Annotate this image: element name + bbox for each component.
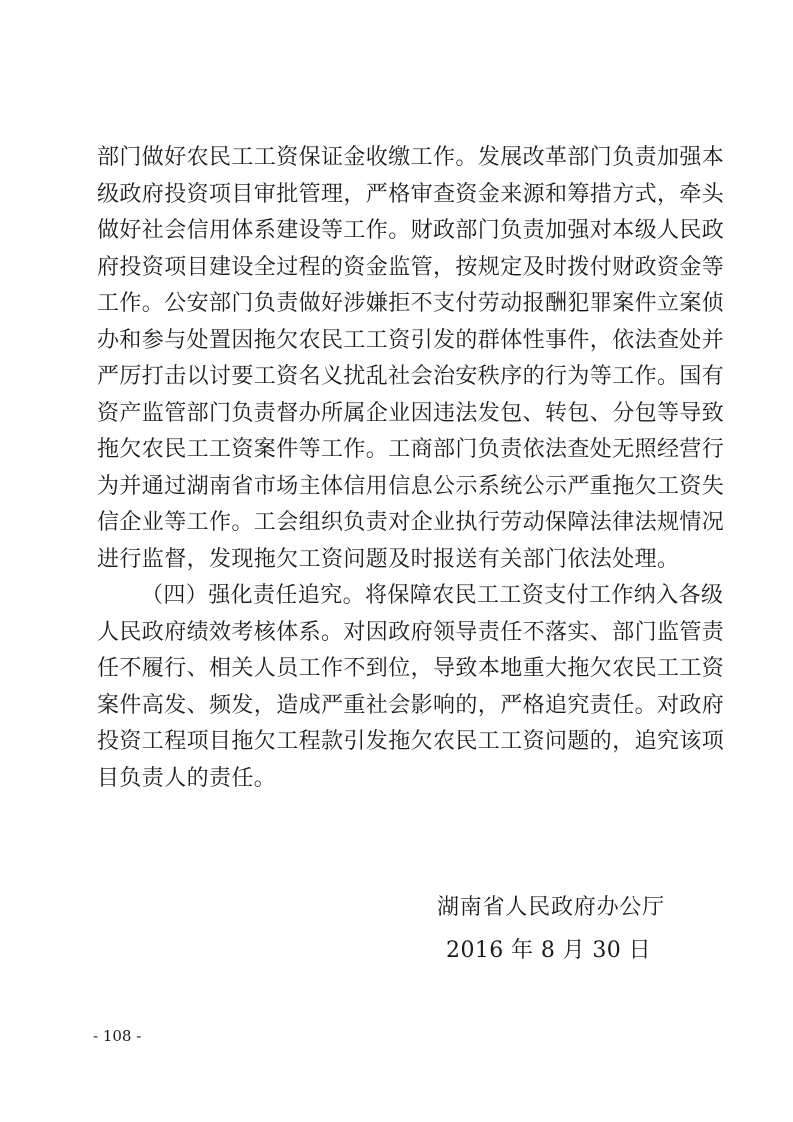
text-line: 部门做好农民工工资保证金收缴工作。发展改革部门负责加强本 (97, 145, 725, 170)
signature-date: 2016 年 8 月 30 日 (446, 938, 651, 963)
paragraph-accountability (97, 578, 725, 797)
text-line: 办和参与处置因拖欠农民工工资引发的群体性事件，依法查处并 (97, 327, 725, 353)
text-line: 做好社会信用体系建设等工作。财政部门负责加强对本级人民政 (97, 218, 725, 243)
text-line: 信企业等工作。工会组织负责对企业执行劳动保障法律法规情况 (97, 510, 725, 535)
text-line: 工作。公安部门负责做好涉嫌拒不支付劳动报酬犯罪案件立案侦 (97, 291, 725, 316)
text-line: 为并通过湖南省市场主体信用信息公示系统公示严重拖欠工资失 (97, 473, 725, 499)
text-line: 严厉打击以讨要工资名义扰乱社会治安秩序的行为等工作。国有 (97, 364, 725, 389)
text-line: 资产监管部门负责督办所属企业因违法发包、转包、分包等导致 (97, 400, 725, 426)
text-line: 府投资项目建设全过程的资金监管，按规定及时拨付财政资金等 (97, 254, 725, 280)
text-line: 投资工程项目拖欠工程款引发拖欠农民工工资问题的，追究该项 (97, 729, 725, 754)
text-line: （四）强化责任追究。将保障农民工工资支付工作纳入各级 (141, 583, 724, 608)
text-line: 案件高发、频发，造成严重社会影响的，严格追究责任。对政府 (97, 692, 725, 718)
text-line: 目负责人的责任。 (97, 765, 277, 791)
text-line: 任不履行、相关人员工作不到位，导致本地重大拖欠农民工工资 (97, 656, 725, 681)
paragraph-responsibilities (97, 140, 725, 578)
signature-organization: 湖南省人民政府办公厅 (436, 895, 665, 920)
document-body (97, 140, 725, 797)
text-line: 进行监督，发现拖欠工资问题及时报送有关部门依法处理。 (97, 546, 680, 572)
text-line: 级政府投资项目审批管理，严格审查资金来源和筹措方式，牵头 (97, 181, 725, 207)
text-line: 人民政府绩效考核体系。对因政府领导责任不落实、部门监管责 (97, 619, 725, 645)
page-number: - 108 - (93, 1027, 142, 1045)
text-line: 拖欠农民工工资案件等工作。工商部门负责依法查处无照经营行 (97, 437, 725, 462)
